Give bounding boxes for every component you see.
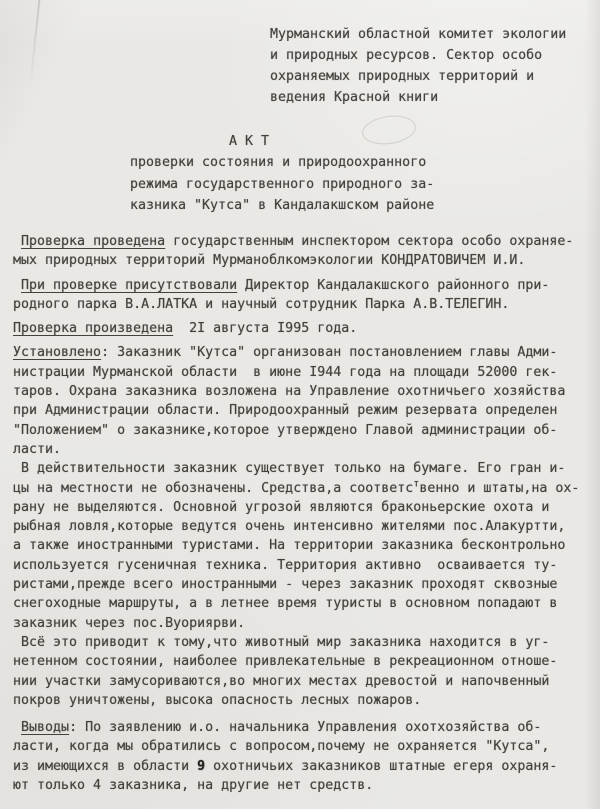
body-paragraph — [13, 459, 579, 633]
text-line — [13, 498, 579, 517]
text-segment: охотничьих заказников штатные егеря охраня- — [205, 758, 558, 774]
text-segment: рану не выделяются. Основной угрозой являются браконьерские охота и — [13, 499, 550, 515]
text-line — [13, 319, 579, 338]
text-line: проверки состояния и природоохранного — [130, 155, 427, 171]
body-paragraph — [13, 718, 579, 795]
text-line — [13, 276, 579, 295]
text-segment: родного парка В.А.ЛАТКА и научный сотрудник Парка А.В.ТЕЛЕГИН. — [13, 296, 510, 312]
text-segment: В действительности заказник существует только на бумаге. Его гран и- — [13, 461, 566, 477]
text-segment: Директор Кандалакшского районного при- — [237, 277, 550, 293]
text-segment: "Положением" о заказнике,которое утверждено Главой администрации об- — [13, 422, 558, 438]
text-line — [13, 479, 579, 498]
text-line — [13, 652, 579, 671]
text-segment: таров. Охрана заказника возложена на Управление охотничьего хозяйства — [13, 384, 566, 400]
text-segment: нии участки замусориваются,во многих местах древостой и напочвенный — [13, 673, 550, 689]
text-line — [13, 633, 579, 652]
text-segment: : Заказник "Кутса" организован постановлением главы Адми- — [101, 345, 558, 361]
text-segment: нистрации Мурманской области в июне I944 года на площади 52000 гек- — [13, 364, 558, 380]
title-subtitle-lines — [130, 152, 434, 216]
text-line — [13, 691, 579, 710]
text-line — [13, 401, 579, 420]
issuing-organization — [270, 24, 566, 108]
text-segment — [13, 234, 21, 249]
body-paragraph — [13, 276, 579, 315]
text-segment: ласти. — [13, 441, 62, 457]
underlined-lead-in: При проверке присутствовали — [21, 277, 238, 293]
text-segment: т — [413, 478, 420, 490]
text-segment: нетенном состоянии, наиболее привлекательные в рекреационном отноше- — [13, 654, 558, 670]
body-paragraph — [13, 319, 579, 338]
text-line: казника "Кутса" в Кандалакшском районе — [130, 197, 435, 213]
text-segment — [13, 720, 21, 735]
body-paragraph — [13, 633, 579, 710]
text-line — [13, 614, 579, 633]
text-segment: ют только 4 заказника, на другие нет средств. — [13, 778, 374, 794]
text-line — [13, 251, 579, 270]
document-title — [130, 131, 434, 216]
text-line — [13, 757, 579, 776]
underlined-lead-in: Проверка произведена — [13, 321, 174, 337]
text-line: ведения Красной книги — [270, 90, 439, 105]
text-segment: из имеющихся в области — [13, 758, 198, 774]
text-segment: Всё это приводит к тому,что животный мир заказника находится в уг- — [13, 634, 550, 650]
text-segment: мых природных территорий Мурманоблкомэкологии КОНДРАТОВИЧЕМ И.И. — [13, 253, 526, 269]
text-line — [13, 718, 579, 737]
text-line: режима государственного природного за- — [130, 176, 435, 192]
text-segment: венно и штаты,на ох- — [419, 480, 580, 496]
underlined-lead-in: Выводы — [21, 720, 70, 736]
text-line: охраняемых природных территорий и — [270, 69, 535, 84]
text-segment: снегоходные маршруты, а в летнее время туристы в основном попадают в — [13, 596, 558, 612]
underlined-lead-in: Проверка проведена — [21, 234, 166, 249]
paper-crease-artifact — [29, 0, 41, 89]
text-segment: а также иностранными туристами. На территории заказника бесконтрольно — [13, 538, 566, 554]
text-line — [13, 594, 579, 613]
text-line — [13, 517, 579, 536]
text-line — [13, 575, 579, 594]
body-paragraph — [13, 232, 579, 271]
text-line — [13, 776, 579, 795]
text-line: Мурманский областной комитет экологии — [270, 27, 567, 42]
text-line — [13, 232, 579, 251]
text-line — [13, 295, 579, 314]
text-segment — [13, 278, 21, 293]
text-segment: заказник через пос.Вуориярви. — [13, 615, 246, 631]
document-body — [13, 232, 579, 795]
text-line — [13, 536, 579, 555]
text-line — [13, 343, 579, 362]
underlined-lead-in: Установлено — [13, 345, 102, 361]
text-line — [13, 737, 579, 756]
body-paragraph — [13, 343, 579, 459]
text-line — [13, 556, 579, 575]
text-segment: 2I августа I995 года. — [173, 321, 358, 337]
title-heading: А К Т — [229, 134, 270, 149]
emphasized-number: 9 — [197, 758, 206, 774]
text-segment: ристами,прежде всего иностранными - через заказник проходят сквозные — [13, 577, 558, 593]
text-segment: при Администрации области. Природоохранный режим резервата определен — [13, 403, 558, 419]
text-segment: государственным инспектором сектора особо охраняе- — [165, 234, 574, 249]
text-line — [13, 421, 579, 440]
text-line — [13, 459, 579, 478]
text-segment: покров уничтожены, высока опасность лесных пожаров. — [13, 692, 422, 708]
text-segment: ласти, когда мы обратились с вопросом,почему не охраняется "Кутса", — [13, 739, 550, 755]
text-line — [13, 382, 579, 401]
text-line — [13, 440, 579, 459]
text-segment: : По заявлению и.о. начальника Управления охотхозяйства об- — [69, 720, 542, 736]
text-line: и природных ресурсов. Сектор особо — [270, 48, 543, 63]
text-line — [13, 672, 579, 691]
text-segment: используется гусеничная техника. Территория активно осваивается ту- — [13, 557, 558, 573]
text-segment: цы на местности не обозначены. Средства,а соответс — [13, 480, 414, 496]
text-line — [13, 363, 579, 382]
text-segment: рыбная ловля,которые ведутся очень интенсивно жителями пос.Алакуртти, — [13, 519, 566, 535]
